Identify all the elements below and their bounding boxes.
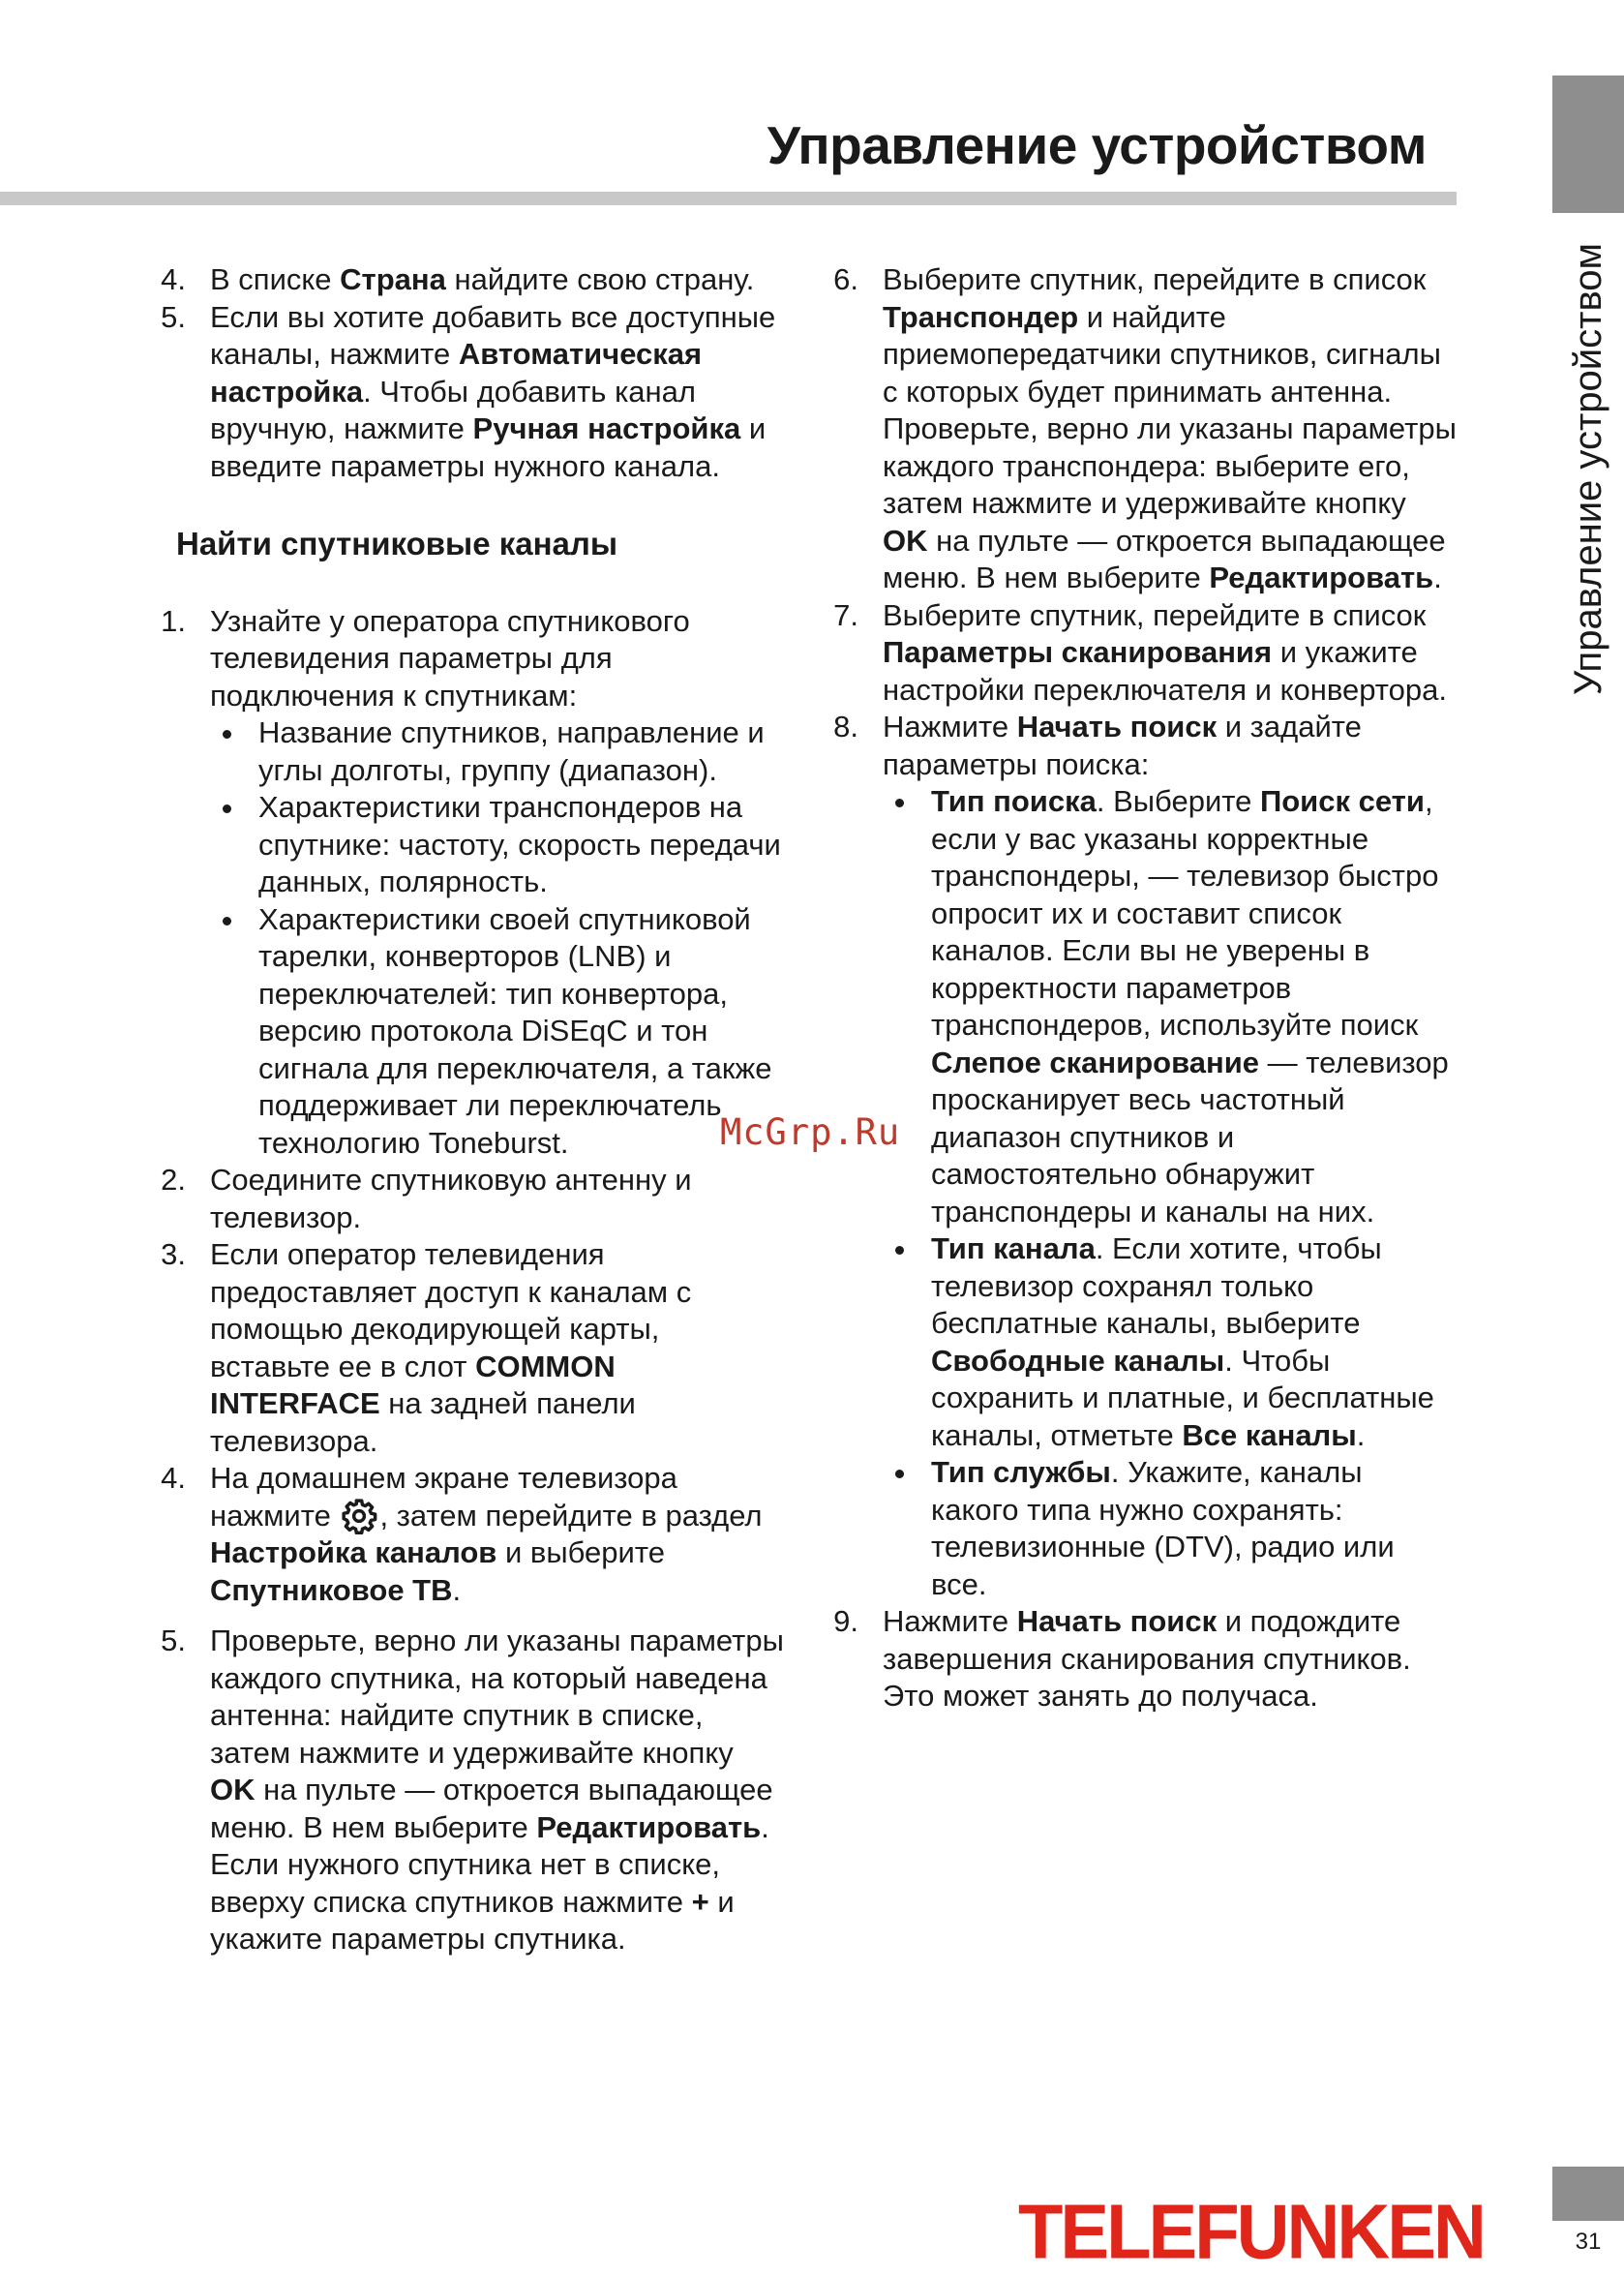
bold-term: Начать поиск: [1016, 710, 1218, 743]
list-item: [145, 1623, 784, 1958]
text-run: и введите параметры нужного канала.: [210, 411, 767, 483]
side-tab-top: [1552, 76, 1624, 213]
right-column: [818, 261, 1457, 1715]
text-run: и укажите параметры спутника.: [210, 1884, 735, 1956]
side-section-label-text: Управление устройством: [1566, 243, 1609, 696]
text-run: на пульте — откроется выпадающее меню. В нем выберите: [210, 1773, 773, 1844]
text-run: Если оператор телевидения предоставляет доступ к каналам с помощью декодирующей карты, вставьте ее в слот: [210, 1237, 692, 1383]
bullet-icon: [895, 799, 904, 807]
bold-term: Параметры сканирования: [883, 635, 1273, 669]
bold-term: Начать поиск: [1016, 1604, 1218, 1638]
bullet-item: [210, 714, 784, 789]
bullet-item: [210, 901, 784, 1163]
list-item: [145, 261, 784, 299]
bold-term: Редактировать: [536, 1809, 762, 1844]
bullet-item: [210, 789, 784, 901]
right-list: [818, 261, 1457, 1715]
text-run: . Укажите, каналы какого типа нужно сохранять: телевизионные (DTV), радио или все.: [931, 1455, 1395, 1601]
text-run: В списке: [210, 262, 341, 296]
bullet-item: [883, 783, 1457, 1230]
list-item-text: [883, 1603, 1457, 1715]
text-run: Выберите спутник, перейдите в список: [883, 597, 1427, 632]
list-item-text: [210, 299, 784, 486]
text-run: . Выберите: [1096, 784, 1260, 818]
list-item: [145, 1236, 784, 1460]
bullet-item: [883, 1230, 1457, 1454]
text-run: Если нужного спутника нет в списке, вверху списка спутников нажмите: [210, 1847, 720, 1919]
list-item-number: 5.: [161, 1624, 186, 1657]
text-run: на задней панели телевизора.: [210, 1386, 636, 1458]
bullet-list: [210, 714, 784, 1162]
text-run: — телевизор просканирует весь частотный диапазон спутников и самостоятельно обнаружит транспондеры и каналы на них.: [931, 1045, 1449, 1229]
text-run: на пульте — откроется выпадающее меню. В нем выберите: [883, 523, 1446, 594]
side-section-label: [1547, 237, 1624, 702]
text-run: .: [761, 1809, 769, 1844]
list-item-text: [210, 603, 784, 715]
text-run: Проверьте, верно ли указаны параметры каждого спутника, на который наведена антенна: найдите спутник в списке, затем нажмите и удерживайте кнопку: [210, 1624, 784, 1770]
text-run: .: [1356, 1417, 1366, 1452]
list-item: [145, 1460, 784, 1609]
text-run: Нажмите: [883, 710, 1017, 743]
text-run: Название спутников, направление и углы долготы, группу (диапазон).: [258, 715, 765, 787]
text-run: и найдите приемопередатчики спутников, сигналы с которых будет принимать антенна. Проверьте, верно ли указаны параметры каждого транспондера: выберите его, затем нажмите и удерживайте кнопку: [883, 299, 1457, 520]
text-run: . Чтобы сохранить и платные, и бесплатные каналы, отметьте: [931, 1343, 1434, 1452]
bullet-list: [883, 783, 1457, 1603]
list-item-text: [883, 597, 1457, 710]
list-item: [145, 299, 784, 486]
list-item-text: [210, 1460, 784, 1609]
text-run: и укажите настройки переключателя и конвертора.: [883, 635, 1447, 707]
bullet-icon: [223, 804, 231, 813]
gear-icon: [341, 1498, 377, 1534]
text-run: Нажмите: [883, 1604, 1017, 1638]
watermark: McGrp.Ru: [720, 1111, 901, 1153]
list-item-text: [883, 709, 1457, 783]
list-item-number: 1.: [161, 603, 186, 638]
bullet-icon: [223, 917, 231, 926]
bold-term: Ручная настройка: [472, 411, 741, 445]
left-column: [145, 261, 784, 1958]
list-item-number: 6.: [833, 262, 858, 296]
list-item-text: [210, 1623, 784, 1846]
text-run: , затем перейдите в раздел: [379, 1498, 763, 1533]
text-run: Соедините спутниковую антенну и телевизор.: [210, 1163, 692, 1234]
text-run: На домашнем экране телевизора нажмите: [210, 1461, 677, 1533]
list-item-number: 4.: [161, 1461, 186, 1495]
left-list-a: [145, 261, 784, 485]
list-item: [145, 603, 784, 1163]
list-item-number: 8.: [833, 710, 858, 743]
bold-term: OK: [883, 523, 928, 558]
bullet-icon: [895, 1470, 904, 1478]
bold-term: Настройка каналов: [210, 1535, 497, 1569]
list-item-number: 3.: [161, 1237, 186, 1271]
list-item-text: [210, 1162, 784, 1236]
section-heading: Найти спутниковые каналы: [176, 526, 618, 561]
list-spacer: [145, 1609, 784, 1623]
text-run: найдите свою страну.: [445, 262, 755, 296]
text-run: .: [1433, 561, 1442, 594]
bold-term: Транспондер: [883, 299, 1079, 334]
bold-term: Страна: [340, 262, 446, 296]
side-tab-bottom: [1552, 2167, 1624, 2221]
list-item-text: [883, 261, 1457, 597]
left-list-b: [145, 603, 784, 1958]
bold-term: Автоматическая настройка: [210, 337, 703, 409]
list-item-number: 7.: [833, 597, 858, 632]
text-run: и подождите завершения сканирования спутников. Это может занять до получаса.: [883, 1604, 1411, 1713]
list-item-number: 4.: [161, 262, 186, 296]
text-run: Узнайте у оператора спутникового телевидения параметры для подключения к спутникам:: [210, 603, 690, 713]
list-item: [818, 261, 1457, 597]
bold-term: Тип службы: [931, 1455, 1111, 1489]
list-item-note: [210, 1846, 784, 1958]
bold-term: Редактировать: [1209, 561, 1434, 594]
text-run: , если у вас указаны корректные транспондеры, — телевизор быстро опросит их и составит список каналов. Если вы не уверены в корректности параметров транспондеров, используйте поиск: [931, 784, 1439, 1042]
bold-term: Спутниковое ТВ: [210, 1572, 453, 1607]
list-item: [818, 1603, 1457, 1715]
list-item-number: 2.: [161, 1163, 186, 1197]
title-rule: [0, 192, 1457, 205]
text-run: . Если хотите, чтобы телевизор сохранял только бесплатные каналы, выберите: [931, 1231, 1382, 1340]
text-run: . Чтобы добавить канал вручную, нажмите: [210, 374, 696, 445]
text-run: и выберите: [496, 1535, 665, 1569]
text-run: Характеристики транспондеров на спутнике: частоту, скорость передачи данных, полярность.: [258, 790, 781, 898]
text-run: и задайте параметры поиска:: [883, 710, 1362, 781]
list-item: [818, 597, 1457, 710]
bold-term: Поиск сети: [1259, 784, 1425, 818]
bullet-item: [883, 1454, 1457, 1603]
text-run: Выберите спутник, перейдите в список: [883, 262, 1427, 296]
text-run: .: [452, 1572, 462, 1607]
bold-term: Слепое сканирование: [931, 1045, 1259, 1079]
list-item: [145, 1162, 784, 1236]
bold-term: Тип поиска: [931, 784, 1097, 818]
bullet-icon: [895, 1246, 904, 1255]
list-item-number: 9.: [833, 1604, 858, 1638]
list-item-text: [210, 1236, 784, 1460]
page-number: 31: [1575, 2229, 1602, 2255]
bold-term: OK: [210, 1773, 256, 1806]
text-run: Характеристики своей спутниковой тарелки, конверторов (LNB) и переключателей: тип конвертора, версию протокола DiSEqC и тон сигнала для переключателя, а также поддерживает ли переключатель технологию Toneburst.: [258, 901, 772, 1160]
bold-term: Тип канала: [931, 1231, 1096, 1265]
bullet-icon: [223, 730, 231, 739]
brand-logo: TELEFUNKEN: [1018, 2188, 1484, 2276]
bold-term: COMMON INTERFACE: [210, 1349, 616, 1420]
list-item: [818, 709, 1457, 1603]
bold-term: Все каналы: [1182, 1417, 1357, 1452]
list-item-text: [210, 261, 784, 299]
text-run: Если вы хотите добавить все доступные каналы, нажмите: [210, 299, 776, 371]
bold-term: Свободные каналы: [931, 1343, 1225, 1378]
list-item-number: 5.: [161, 299, 186, 334]
bold-term: +: [691, 1884, 709, 1919]
page-title: Управление устройством: [767, 115, 1427, 175]
